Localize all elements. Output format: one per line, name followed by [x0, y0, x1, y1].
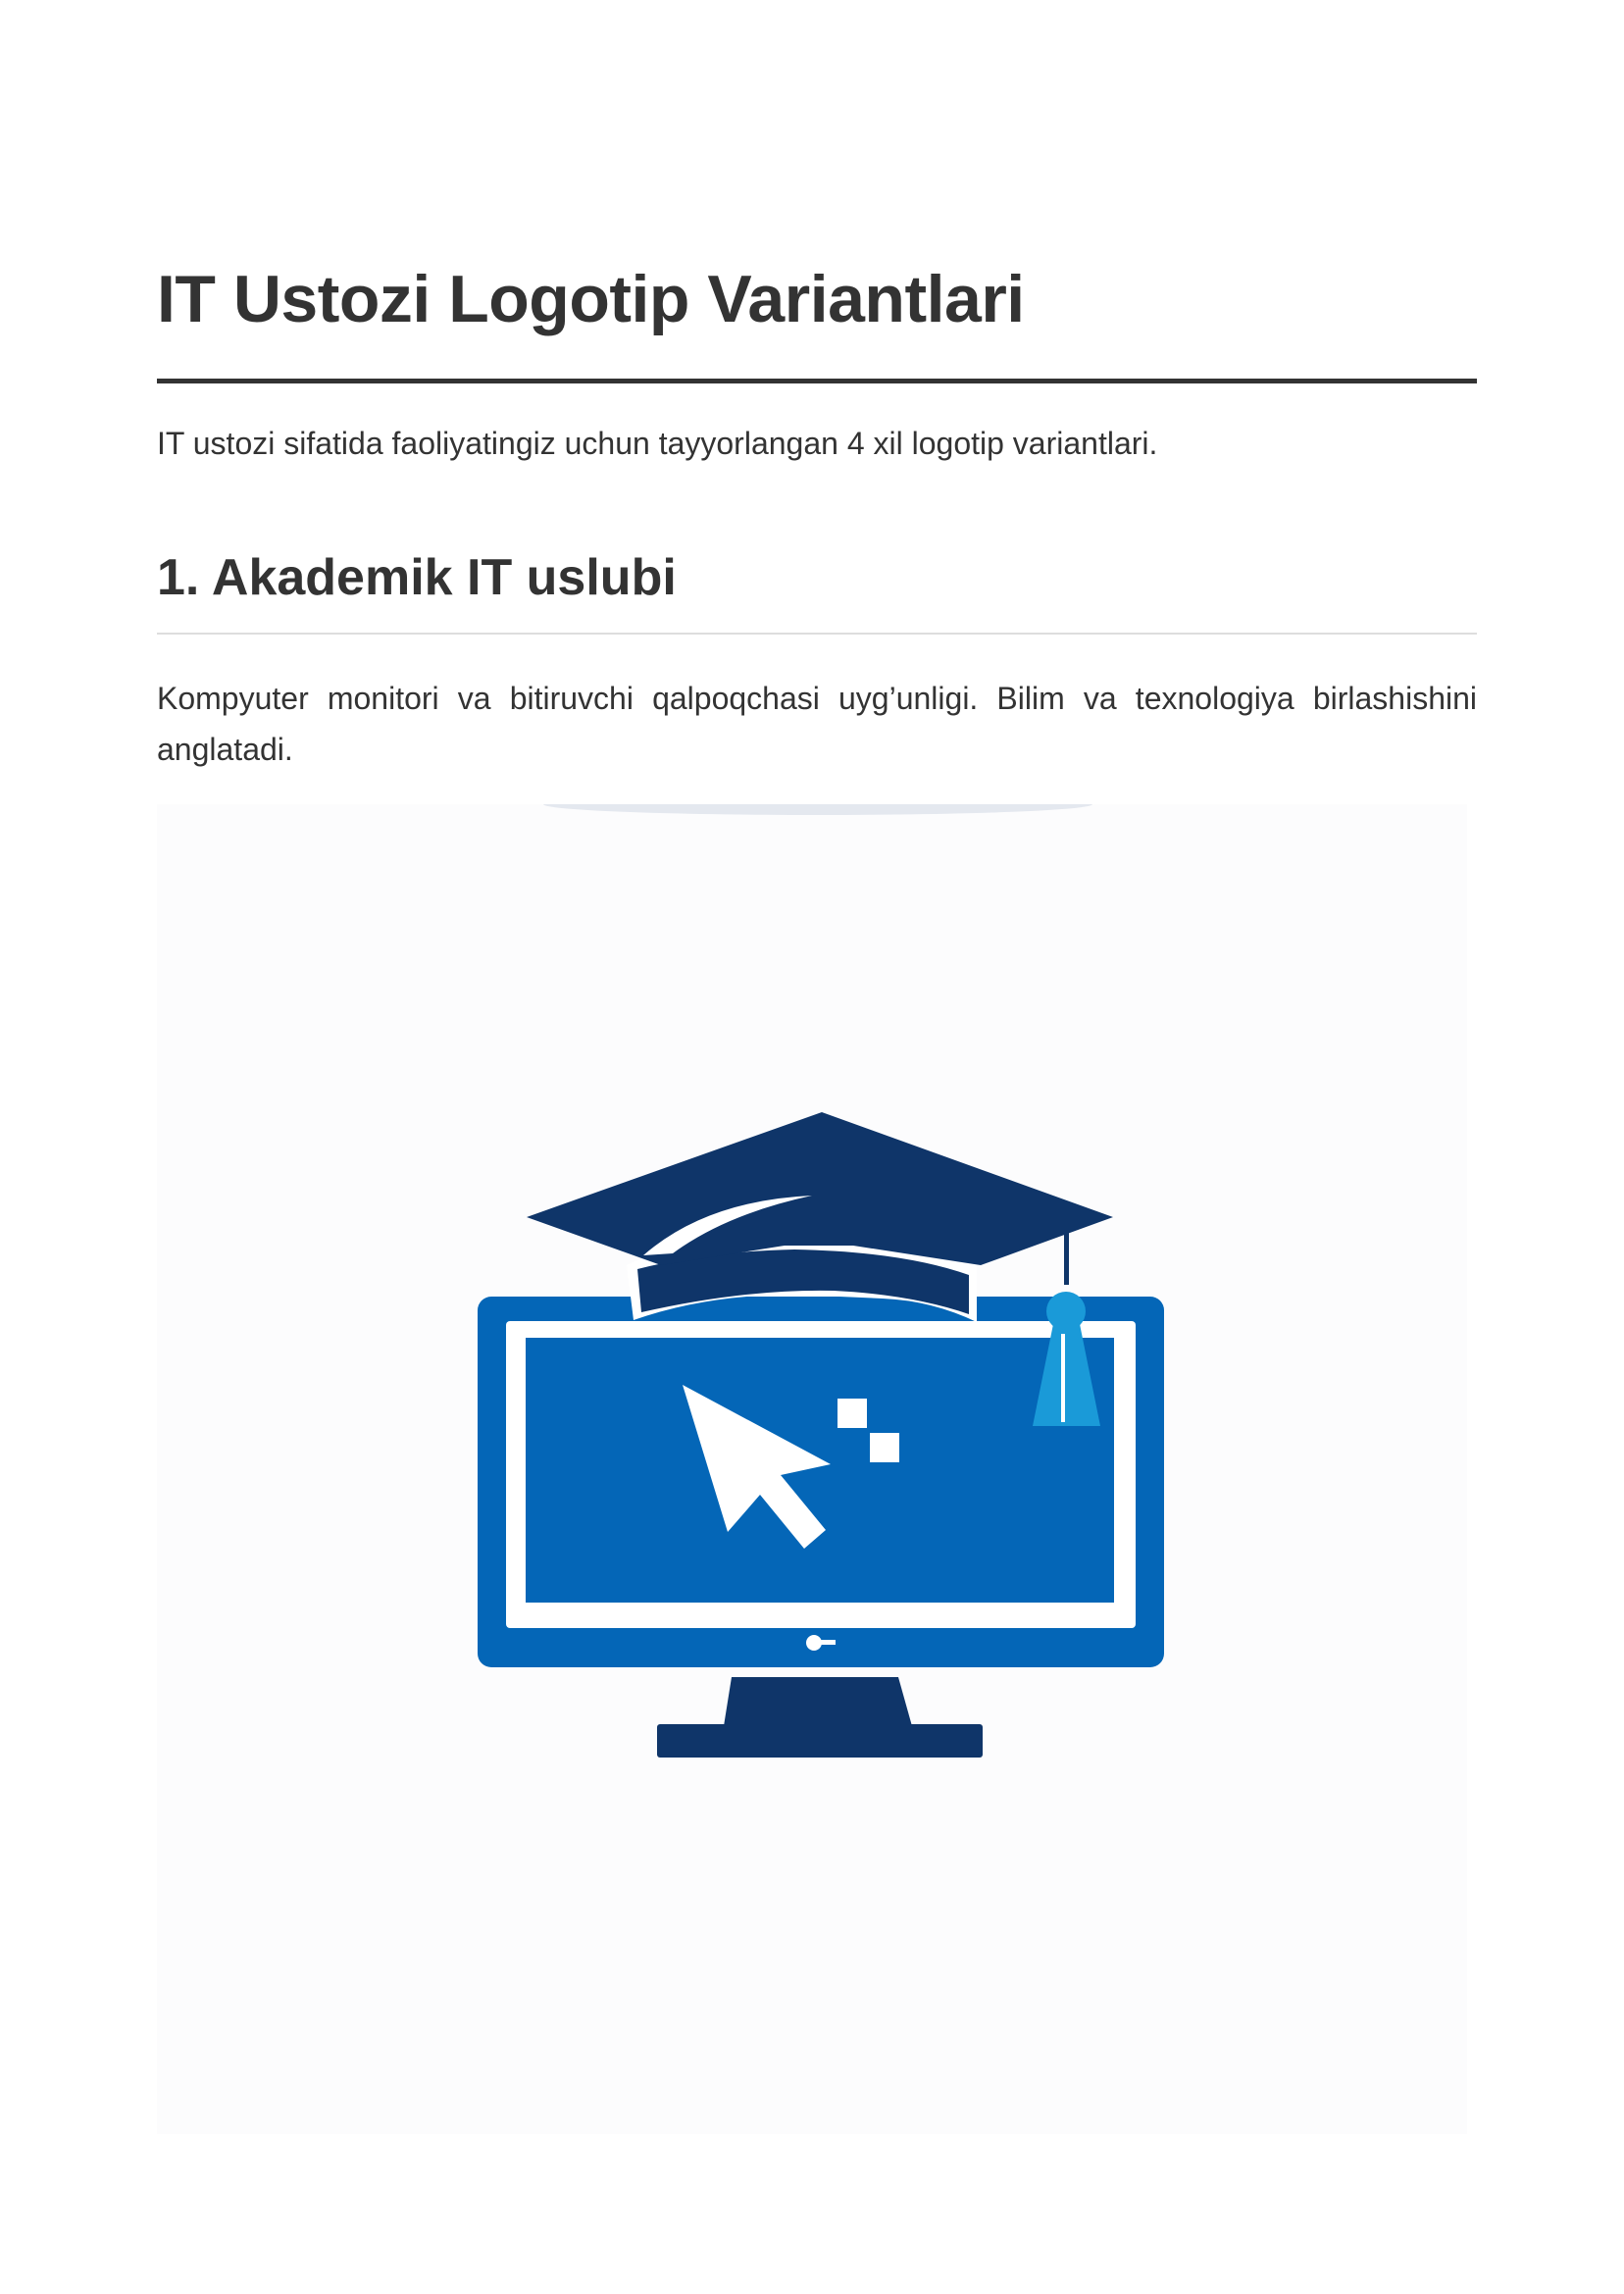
section-heading: 1. Akademik IT uslubi — [157, 549, 677, 606]
section-description: Kompyuter monitori va bitiruvchi qalpoqchasi uyg’unligi. Bilim va texnologiya birlashishini anglatadi. — [157, 681, 1477, 767]
logo-image — [157, 804, 1467, 2134]
title-divider — [157, 379, 1477, 383]
graduation-cap-icon — [527, 1112, 1113, 1322]
intro-paragraph: IT ustozi sifatida faoliyatingiz uchun tayyorlangan 4 xil logotip variantlari. — [157, 426, 1158, 461]
section-divider — [157, 633, 1477, 635]
logo-graphic — [157, 804, 1467, 2134]
page-title: IT Ustozi Logotip Variantlari — [157, 262, 1025, 336]
logo-shadow — [543, 804, 1092, 815]
